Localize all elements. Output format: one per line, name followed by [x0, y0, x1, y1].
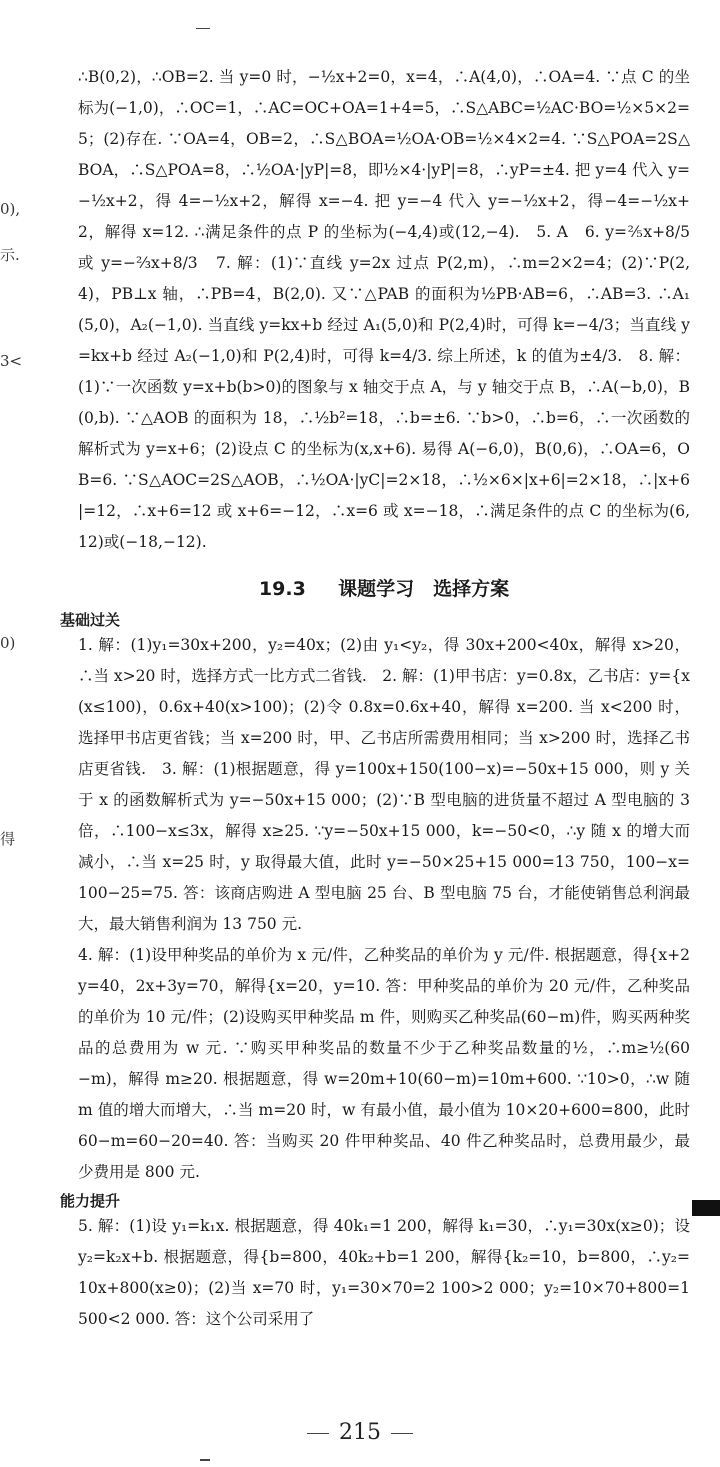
footer-dash-left [307, 1433, 329, 1434]
margin-fragment: 0) [0, 634, 16, 652]
footer-dash-right [391, 1433, 413, 1434]
section-title: 课题学习 选择方案 [338, 578, 510, 600]
margin-fragment: 0), [0, 200, 21, 218]
answer-continuation: ∴B(0,2)，∴OB=2. 当 y=0 时，−½x+2=0，x=4，∴A(4,0)，∴OA=4. ∵点 C 的坐标为(−1,0)，∴OC=1，∴AC=OC+OA=1+4=5，∴S△ABC=½AC·BO=½×5×2=5；(2)存在. ∵OA=4，OB=2，∴S△BOA=½OA·OB=½×4×2=4. ∵S△POA=2S△BOA，∴S△POA=8，∴½OA·|yP|=8，即½×4·|yP|=8，∴yP=±4. 把 y=4 代入 y=−½x+2，得 4=−½x+2，解得 x=−4. 把 y=−4 代入 y=−½x+2，得−4=−½x+2，解得 x=12. ∴满足条件的点 P 的坐标为(−4,4)或(12,−4). 5. A 6. y=⅖x+8/5 或 y=−⅔x+8/3 7. 解：(1)∵直线 y=2x 过点 P(2,m)，∴m=2×2=4；(2)∵P(2,4)，PB⊥x 轴，∴PB=4，B(2,0). 又∵△PAB 的面积为½PB·AB=6，∴AB=3. ∴A₁(5,0)，A₂(−1,0). 当直线 y=kx+b 经过 A₁(5,0)和 P(2,4)时，可得 k=−4/3；当直线 y=kx+b 经过 A₂(−1,0)和 P(2,4)时，可得 k=4/3. 综上所述，k 的值为±4/3. 8. 解：(1)∵一次函数 y=x+b(b>0)的图象与 x 轴交于点 A，与 y 轴交于点 B，∴A(−b,0)，B(0,b). ∵△AOB 的面积为 18，∴½b²=18，∴b=±6. ∵b>0，∴b=6，∴一次函数的解析式为 y=x+6；(2)设点 C 的坐标为(x,x+6). 易得 A(−6,0)，B(0,6)，∴OA=6，OB=6. ∵S△AOC=2S△AOB，∴½OA·|yC|=2×18，∴½×6×|x+6|=2×18，∴|x+6|=12，∴x+6=12 或 x+6=−12，∴x=6 或 x=−18，∴满足条件的点 C 的坐标为(6,12)或(−18,−12). [78, 68, 690, 551]
page-tab-marker [692, 1200, 720, 1216]
answer-4: 4. 解：(1)设甲种奖品的单价为 x 元/件，乙种奖品的单价为 y 元/件. 根据题意，得{x+2y=40，2x+3y=70，解得{x=20，y=10. 答：甲种奖品的单价为 20 元/件，乙种奖品的单价为 10 元/件；(2)设购买甲种奖品 m 件，则购买乙种奖品(60−m)件，购买两种奖品的总费用为 w 元. ∵购买甲种奖品的数量不少于乙种奖品数量的½，∴m≥½(60−m)，解得 m≥20. 根据题意，得 w=20m+10(60−m)=10m+600. ∵10>0，∴w 随 m 值的增大而增大，∴当 m=20 时，w 有最小值，最小值为 10×20+600=800，此时 60−m=60−20=40. 答：当购买 20 件甲种奖品、40 件乙种奖品时，总费用最少，最少费用是 800 元. [78, 946, 690, 1181]
section-number: 19.3 [258, 578, 306, 600]
page-number: 215 [339, 1420, 381, 1445]
margin-fragment: 得 [0, 830, 16, 848]
page-number-footer [0, 1420, 720, 1445]
answers-1-3: 1. 解：(1)y₁=30x+200，y₂=40x；(2)由 y₁<y₂，得 30x+200<40x，解得 x>20，∴当 x>20 时，选择方式一比方式二省钱. 2. 解：(1)甲书店：y=0.8x，乙书店：y={x(x≤100)，0.6x+40(x>100)；(2)令 0.8x=0.6x+40，解得 x=200. 当 x<200 时，选择甲书店更省钱；当 x=200 时，甲、乙书店所需费用相同；当 x>200 时，选择乙书店更省钱. 3. 解：(1)根据题意，得 y=100x+150(100−x)=−50x+15 000，则 y 关于 x 的函数解析式为 y=−50x+15 000；(2)∵B 型电脑的进货量不超过 A 型电脑的 3 倍，∴100−x≤3x，解得 x≥25. ∵y=−50x+15 000，k=−50<0，∴y 随 x 的增大而减小，∴当 x=25 时，y 取得最大值，此时 y=−50×25+15 000=13 750，100−x=100−25=75. 答：该商店购进 A 型电脑 25 台、B 型电脑 75 台，才能使销售总利润最大，最大销售利润为 13 750 元. [78, 636, 690, 933]
top-rule [196, 28, 210, 29]
answer-5: 5. 解：(1)设 y₁=k₁x. 根据题意，得 40k₁=1 200，解得 k₁=30，∴y₁=30x(x≥0)；设 y₂=k₂x+b. 根据题意，得{b=800，40k₂+b=1 200，解得{k₂=10，b=800，∴y₂=10x+800(x≥0)；(2)当 x=70 时，y₁=30×70=2 100>2 000；y₂=10×70+800=1 500<2 000. 答：这个公司采用了 [78, 1217, 690, 1328]
margin-fragment: 3< [0, 352, 23, 370]
section-heading [78, 574, 690, 601]
margin-fragment: 示. [0, 246, 20, 264]
answer-body [60, 62, 690, 1335]
bottom-rule [200, 1459, 210, 1461]
subhead-advanced: 能力提升 [60, 1192, 121, 1210]
subhead-basic: 基础过关 [60, 611, 121, 629]
